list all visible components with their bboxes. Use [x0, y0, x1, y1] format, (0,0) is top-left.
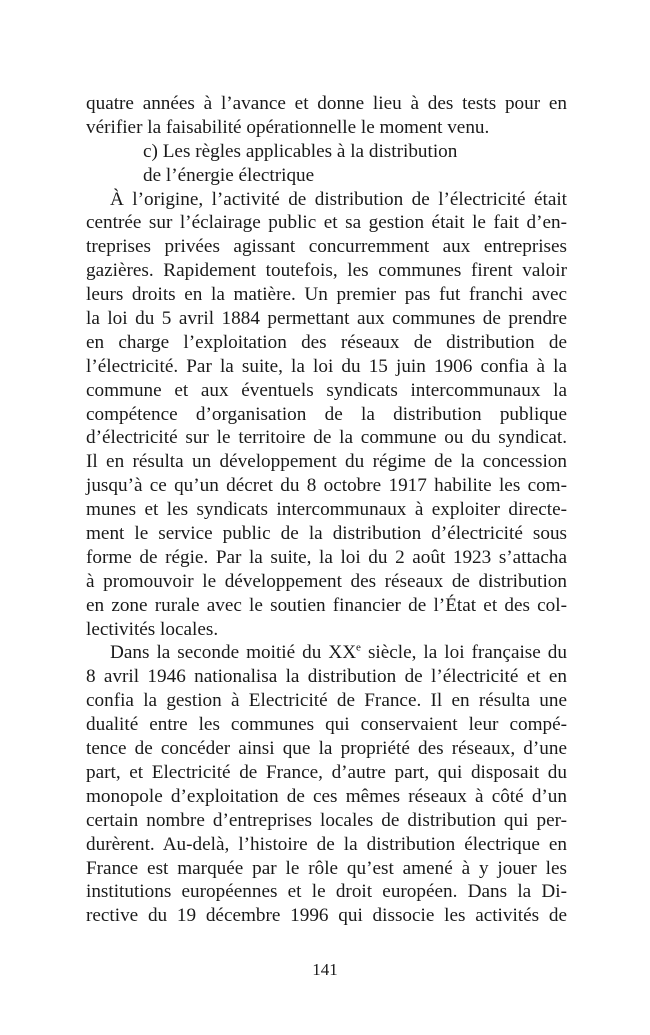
- text-line: leurs droits en la matière. Un premier pas fut franchi avec: [86, 284, 567, 306]
- text-line: d’électricité sur le territoire de la commune ou du syndicat.: [86, 427, 567, 449]
- text-line: durèrent. Au-delà, l’histoire de la distribution électrique en: [86, 833, 567, 855]
- text-line: compétence d’organisation de la distribution publique: [86, 403, 567, 425]
- text-line: confia la gestion à Electricité de France. Il en résulta une: [86, 690, 567, 712]
- text-line: part, et Electricité de France, d’autre part, qui disposait du: [86, 761, 567, 783]
- text-line: l’électricité. Par la suite, la loi du 15 juin 1906 confia à la: [86, 355, 567, 377]
- text-line: ment le service public de la distribution d’électricité sous: [86, 523, 567, 545]
- text-line: rective du 19 décembre 1996 qui dissocie les activités de: [86, 905, 567, 927]
- text-line: munes et les syndicats intercommunaux à exploiter directe-: [86, 499, 567, 521]
- heading-line: de l’énergie électrique: [143, 164, 315, 186]
- heading-line: c) Les règles applicables à la distribution: [143, 140, 458, 162]
- text-line: [86, 641, 567, 665]
- century-ordinal: e: [356, 642, 361, 655]
- text-line: À l’origine, l’activité de distribution de l’électricité était: [110, 188, 567, 210]
- text-line: treprises privées agissant concurremment aux entreprises: [86, 236, 567, 258]
- paragraph-intro: [86, 92, 567, 140]
- text-line: Il en résulta un développement du régime de la concession: [86, 451, 567, 473]
- text-line: en charge l’exploitation des réseaux de distribution de: [86, 331, 567, 353]
- text-line: monopole d’exploitation de ces mêmes réseaux à côté d’un: [86, 785, 567, 807]
- text-line: 8 avril 1946 nationalisa la distribution de l’électricité et en: [86, 666, 567, 688]
- text-line: certain nombre d’entreprises locales de distribution qui per-: [86, 809, 567, 831]
- text-line: lectivités locales.: [86, 618, 219, 640]
- text-line: vérifier la faisabilité opérationnelle le moment venu.: [86, 116, 490, 138]
- paragraph-origins: [86, 188, 567, 642]
- text-line: à promouvoir le développement des réseaux de distribution: [86, 570, 567, 592]
- section-heading: [143, 140, 567, 188]
- text-line: gazières. Rapidement toutefois, les communes firent valoir: [86, 260, 567, 282]
- text-line: la loi du 5 avril 1884 permettant aux communes de prendre: [86, 308, 567, 330]
- text-line-end: siècle, la loi française du: [360, 642, 567, 664]
- text-line: forme de régie. Par la suite, la loi du 2 août 1923 s’attacha: [86, 546, 567, 568]
- text-line-start: Dans la seconde moitié du XX: [110, 642, 357, 664]
- text-line: dualité entre les communes qui conservaient leur compé-: [86, 714, 567, 736]
- paragraph-nationalisation: [86, 641, 567, 928]
- text-line: France est marquée par le rôle qu’est amené à y jouer les: [86, 857, 567, 879]
- text-line: centrée sur l’éclairage public et sa gestion était le fait d’en-: [86, 212, 567, 234]
- text-line: en zone rurale avec le soutien financier de l’État et des col-: [86, 594, 567, 616]
- page-text: [86, 92, 567, 928]
- text-line: institutions européennes et le droit européen. Dans la Di-: [86, 881, 567, 903]
- text-line: commune et aux éventuels syndicats intercommunaux la: [86, 379, 567, 401]
- page-number: 141: [312, 960, 338, 979]
- text-line: jusqu’à ce qu’un décret du 8 octobre 1917 habilite les com-: [86, 475, 567, 497]
- text-line: tence de concéder ainsi que la propriété des réseaux, d’une: [86, 738, 567, 760]
- text-line: quatre années à l’avance et donne lieu à des tests pour en: [86, 93, 567, 114]
